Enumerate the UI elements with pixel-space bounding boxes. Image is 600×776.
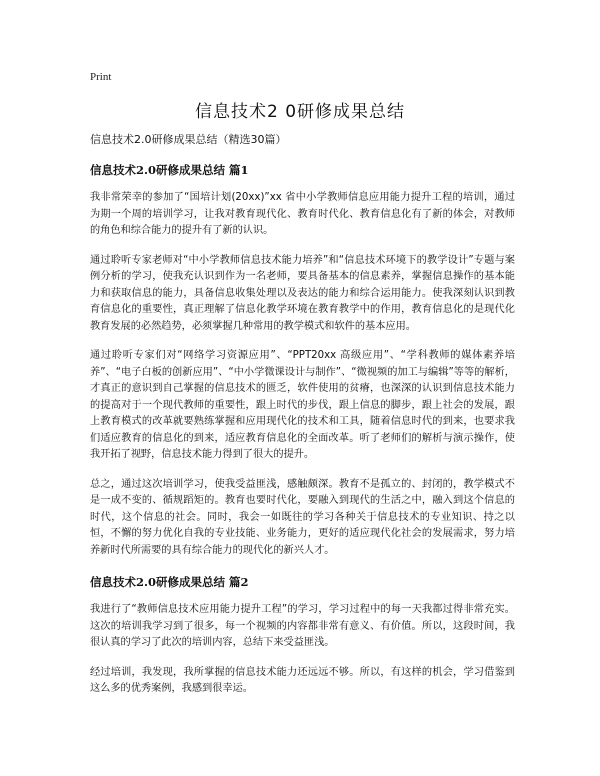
paragraph: 我非常荣幸的参加了“国培计划(20xx)”xx 省中小学教师信息应用能力提升工程的培训，通过为期一个周的培训学习，让我对教育现代化、教育时代化、教育信息化有了新的体会，对教师的角色和综合能力的提升有了新的认识。 — [90, 192, 515, 236]
section-heading: 信息技术2.0研修成果总结 篇2 — [90, 575, 249, 589]
page-title: 信息技术2 0研修成果总结 — [194, 102, 406, 122]
document-subtitle: 信息技术2.0研修成果总结（精选30篇） — [90, 133, 287, 146]
document-body — [90, 132, 515, 711]
paragraph: 经过培训，我发现，我所掌握的信息技术能力还远远不够。所以，有这样的机会，学习借鉴到这么多的优秀案例，我感到很幸运。 — [90, 666, 515, 694]
paragraph: 通过聆听专家老师对“中小学教师信息技术能力培养”和“信息技术环境下的教学设计”专题与案例分析的学习，使我充认识到作为一名老师，要具备基本的信息素养，掌握信息操作的基本能力和获取信息的能力，具备信息收集处理以及表达的能力和综合运用能力。使我深刻认识到教育信息化的重要性，真正理解了信息化教学环境在教育教学中的作用，教育信息化的是现代化教育发展的必然趋势，必须掌握几种常用的教学模式和软件的基本应用。 — [90, 254, 515, 332]
section-heading: 信息技术2.0研修成果总结 篇1 — [90, 163, 249, 177]
print-link[interactable]: Print — [90, 71, 112, 83]
paragraph: 总之，通过这次培训学习，使我受益匪浅，感触颇深。教育不是孤立的、封闭的，教学模式不是一成不变的、循规蹈矩的。教育也要时代化，要融入到现代的生活之中，融入到这个信息的时代，这个信息的社会。同时，我会一如既往的学习各种关于信息技术的专业知识、持之以恒，不懈的努力优化自我的专业技能、业务能力，更好的适应现代化社会的发展需求，努力培养新时代所需要的具有综合能力的现代化的新兴人才。 — [90, 478, 515, 556]
paragraph: 我进行了“教师信息技术应用能力提升工程”的学习，学习过程中的每一天我都过得非常充实。这次的培训我学习到了很多，每一个视频的内容都非常有意义、有价值。所以，这段时间，我很认真的学习了此次的培训内容，总结下来受益匪浅。 — [90, 604, 515, 648]
paragraph: 通过聆听专家们对“网络学习资源应用”、“PPT20xx 高级应用”、“学科教师的媒体素养培养”、“电子白板的创新应用”、“中小学微课设计与制作”、“微视频的加工与编辑”等等的解析，才真正的意识到自己掌握的信息技术的匮乏，软件使用的贫瘠，也深深的认识到信息技术能力的提高对于一个现代教师的重要性，跟上时代的步伐，跟上信息的脚步，跟上社会的发展，跟上教育模式的改革就要熟练掌握和应用现代化的技术和工具，随着信息时代的到来，也要求我们适应教育的信息化的到来，适应教育信息化的全面改革。听了老师们的解析与演示操作，使我开拓了视野，信息技术能力得到了很大的提升。 — [90, 350, 515, 460]
